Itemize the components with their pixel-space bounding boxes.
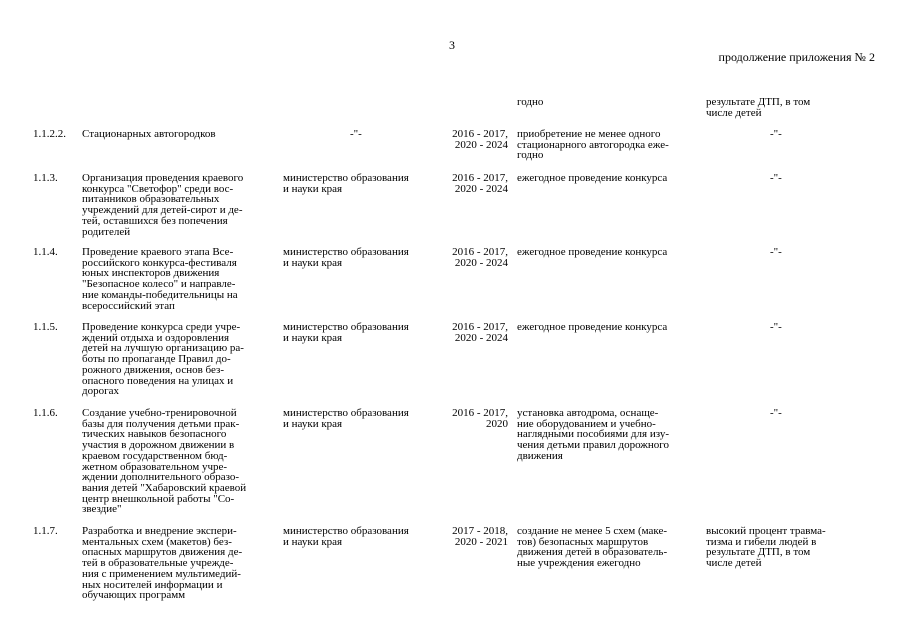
term-cell: 2016 - 2017, 2020 - 2024 bbox=[452, 172, 508, 195]
term-cell: 2016 - 2017, 2020 - 2024 bbox=[452, 128, 508, 151]
indicator-cell: -"- bbox=[770, 246, 782, 258]
indicator-cell: результате ДТП, в том числе детей bbox=[706, 96, 811, 119]
term-cell: 2016 - 2017, 2020 - 2024 bbox=[452, 321, 508, 344]
result-cell: приобретение не менее одного стационарного автогородка еже- годно bbox=[517, 128, 669, 162]
indicator-cell: -"- bbox=[770, 321, 782, 333]
item-name: Организация проведения краевого конкурса "Светофор" среди вос- питанников образовательных учреждений для детей-сирот и де- тей, оставшихся без попечения родителей bbox=[82, 172, 244, 238]
item-number: 1.1.5. bbox=[33, 321, 58, 333]
indicator-cell: -"- bbox=[770, 172, 782, 184]
continuation-note: продолжение приложения № 2 bbox=[718, 50, 875, 64]
item-number: 1.1.2.2. bbox=[33, 128, 66, 140]
indicator-cell: высокий процент травма- тизма и гибели людей в результате ДТП, в том числе детей bbox=[706, 525, 826, 570]
item-name: Проведение конкурса среди учре- ждений отдыха и оздоровления детей на лучшую организацию ра- боты по пропаганде Правил до- рожного движения, основ без- опасного поведения на улицах и дорогах bbox=[82, 321, 244, 398]
result-cell: ежегодное проведение конкурса bbox=[517, 172, 668, 184]
item-name: Проведение краевого этапа Все- российского конкурса-фестиваля юных инспекторов движения "Безопасное колесо" и направле- ние команды-победительницы на всероссийский этап bbox=[82, 246, 238, 312]
result-cell: создание не менее 5 схем (маке- тов) безопасных маршрутов движения детей в образователь- ные учреждения ежегодно bbox=[517, 525, 668, 570]
indicator-cell: -"- bbox=[770, 128, 782, 140]
executor-cell: министерство образования и науки края bbox=[283, 525, 409, 548]
indicator-cell: -"- bbox=[770, 407, 782, 419]
page-number: 3 bbox=[449, 38, 455, 52]
item-number: 1.1.7. bbox=[33, 525, 58, 537]
term-cell: 2017 - 2018, 2020 - 2021 bbox=[452, 525, 508, 548]
result-cell: ежегодное проведение конкурса bbox=[517, 321, 668, 333]
executor-cell: министерство образования и науки края bbox=[283, 172, 409, 195]
executor-cell: министерство образования и науки края bbox=[283, 321, 409, 344]
result-cell: установка автодрома, оснаще- ние оборудованием и учебно- наглядными пособиями для изу- чения детьми правил дорожного движения bbox=[517, 407, 670, 462]
term-cell: 2016 - 2017, 2020 - 2024 bbox=[452, 246, 508, 269]
result-cell: годно bbox=[517, 96, 544, 108]
item-name: Создание учебно-тренировочной базы для получения детьми прак- тических навыков безопасного участия в дорожном движении в краевом государственном бюд- жетном образовательном учре- ждении дополнительного образо- вания детей "Хабаровский краевой центр внешкольной работы "Со- звездие" bbox=[82, 407, 247, 516]
executor-cell: министерство образования и науки края bbox=[283, 246, 409, 269]
item-number: 1.1.4. bbox=[33, 246, 58, 258]
result-cell: ежегодное проведение конкурса bbox=[517, 246, 668, 258]
item-name: Разработка и внедрение экспери- ментальных схем (макетов) без- опасных маршрутов движения де- тей в образовательные учрежде- ния с применением мультимедий- ных носителей информации и обучающих программ bbox=[82, 525, 243, 602]
term-cell: 2016 - 2017, 2020 bbox=[452, 407, 508, 430]
item-number: 1.1.6. bbox=[33, 407, 58, 419]
item-name: Стационарных автогородков bbox=[82, 128, 216, 140]
item-number: 1.1.3. bbox=[33, 172, 58, 184]
executor-cell: -"- bbox=[350, 128, 362, 140]
executor-cell: министерство образования и науки края bbox=[283, 407, 409, 430]
